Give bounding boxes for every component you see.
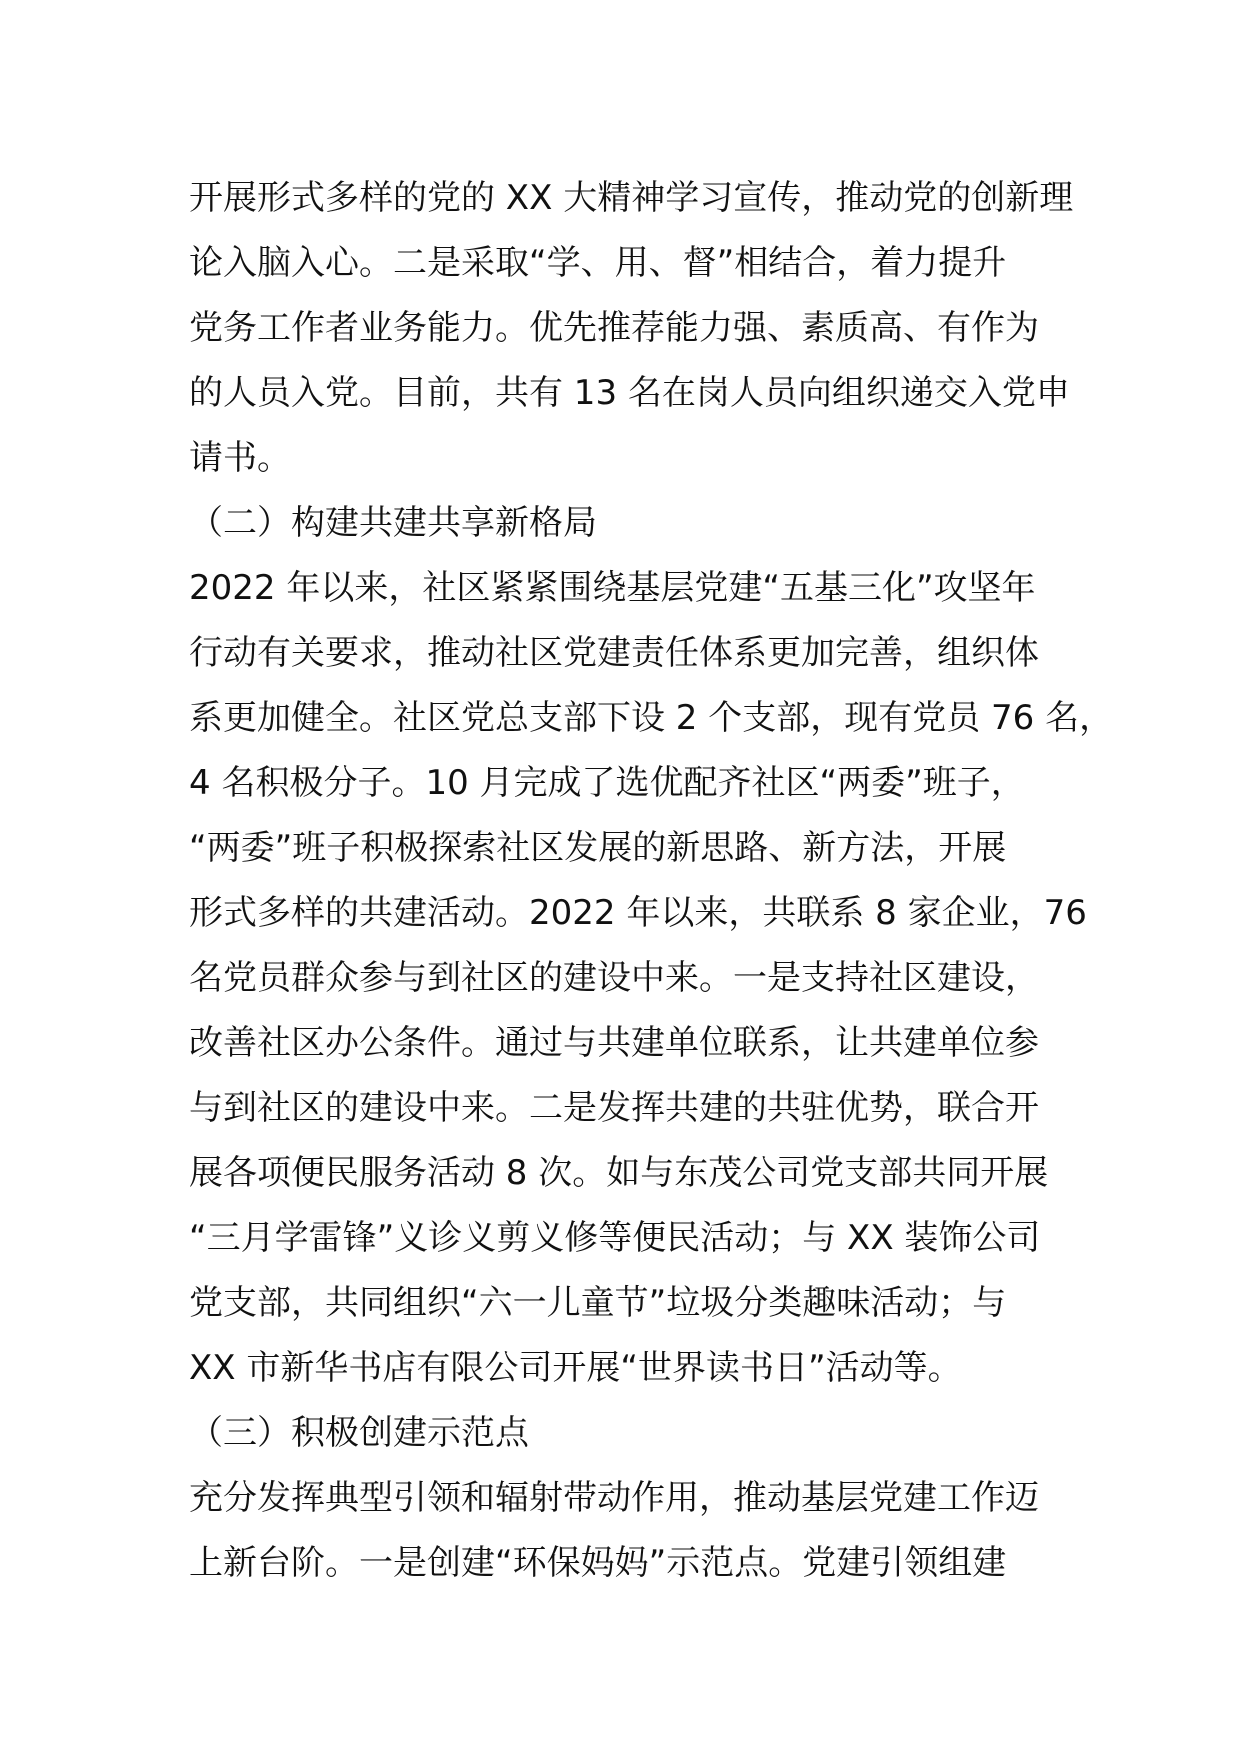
text-line: “两委”班子积极探索社区发展的新思路、新方法，开展 [189,828,1007,868]
document-body [189,166,1114,1596]
text-line: 系更加健全。社区党总支部下设 2 个支部，现有党员 76 名， [189,698,1114,738]
text-line: 4 名积极分子。10 月完成了选优配齐社区“两委”班子， [189,763,1025,803]
text-line: 改善社区办公条件。通过与共建单位联系，让共建单位参 [189,1023,1039,1063]
text-line: 党务工作者业务能力。优先推荐能力强、素质高、有作为 [189,308,1039,348]
text-line: 名党员群众参与到社区的建设中来。一是支持社区建设， [189,958,1039,998]
text-line: 2022 年以来，社区紧紧围绕基层党建“五基三化”攻坚年 [189,568,1036,608]
section-heading-2: （二）构建共建共享新格局 [189,503,597,543]
text-line: 上新台阶。一是创建“环保妈妈”示范点。党建引领组建 [189,1543,1007,1583]
section-heading-3: （三）积极创建示范点 [189,1413,529,1453]
text-line: 党支部，共同组织“六一儿童节”垃圾分类趣味活动；与 [189,1283,1007,1323]
text-line: 的人员入党。目前，共有 13 名在岗人员向组织递交入党申 [189,373,1070,413]
text-line: 形式多样的共建活动。2022 年以来，共联系 8 家企业，76 [189,893,1087,933]
text-line: 论入脑入心。二是采取“学、用、督”相结合，着力提升 [189,243,1007,283]
text-line: 充分发挥典型引领和辐射带动作用，推动基层党建工作迈 [189,1478,1039,1518]
text-line: 行动有关要求，推动社区党建责任体系更加完善，组织体 [189,633,1039,673]
text-line: 请书。 [189,438,291,478]
text-line: XX 市新华书店有限公司开展“世界读书日”活动等。 [189,1348,962,1388]
text-line: 开展形式多样的党的 XX 大精神学习宣传，推动党的创新理 [189,178,1074,218]
text-line: 展各项便民服务活动 8 次。如与东茂公司党支部共同开展 [189,1153,1049,1193]
text-line: 与到社区的建设中来。二是发挥共建的共驻优势，联合开 [189,1088,1039,1128]
text-line: “三月学雷锋”义诊义剪义修等便民活动；与 XX 装饰公司 [189,1218,1041,1258]
